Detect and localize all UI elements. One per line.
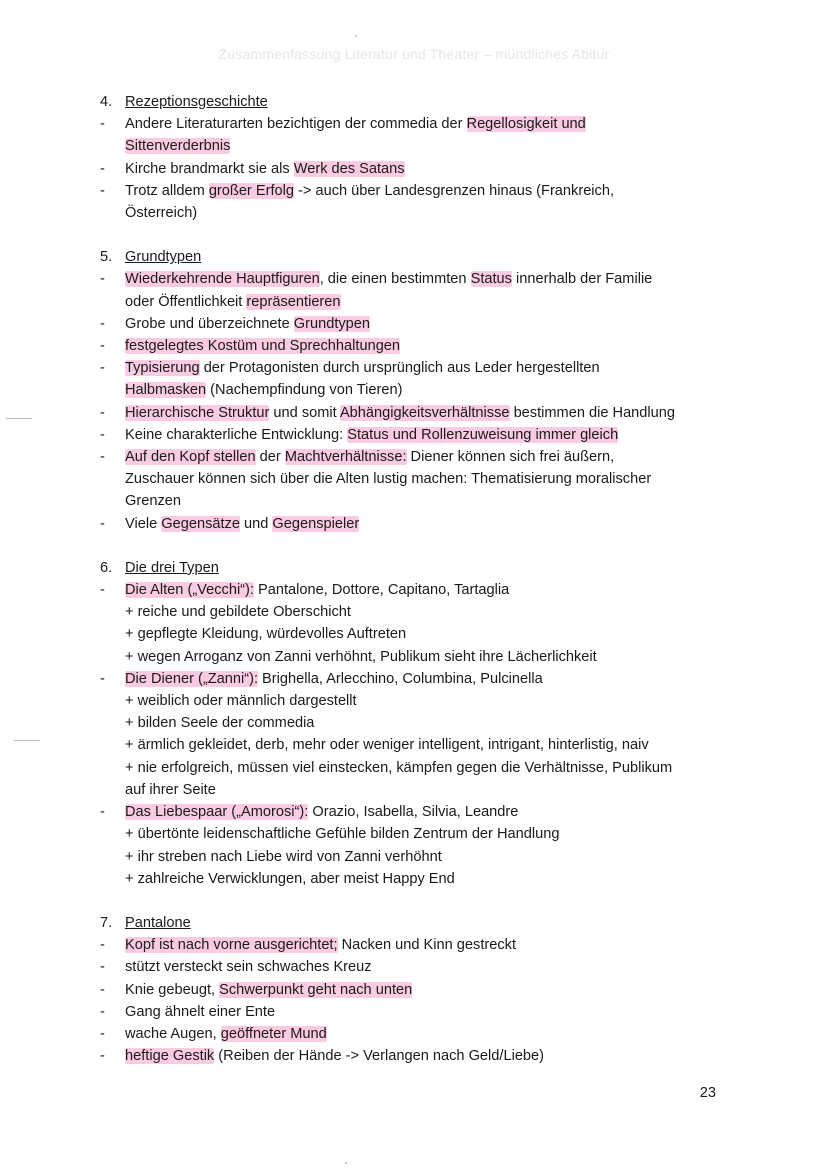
text-segment: (Reiben der Hände -> Verlangen nach Geld/Liebe) bbox=[214, 1048, 545, 1065]
bullet-dash: - bbox=[100, 959, 105, 976]
text-segment: + gepflegte Kleidung, würdevolles Auftreten bbox=[125, 626, 407, 643]
highlighted-text: heftige Gestik bbox=[125, 1048, 215, 1065]
bullet-line bbox=[90, 402, 750, 424]
bullet-dash: - bbox=[100, 426, 105, 443]
bullet-dash: - bbox=[100, 937, 105, 954]
highlighted-text: Status bbox=[470, 271, 512, 288]
bullet-dash: - bbox=[100, 160, 105, 177]
continuation-line bbox=[90, 712, 750, 734]
document-body bbox=[90, 91, 750, 1089]
text-segment: Kirche brandmarkt sie als bbox=[125, 160, 294, 177]
bullet-dash: - bbox=[100, 449, 105, 466]
margin-mark bbox=[14, 740, 40, 741]
text-segment: Keine charakterliche Entwicklung: bbox=[125, 426, 348, 443]
text-segment: + bilden Seele der commedia bbox=[125, 715, 315, 732]
highlighted-text: repräsentieren bbox=[246, 293, 341, 310]
text-segment: Andere Literaturarten bezichtigen der commedia der bbox=[125, 116, 467, 133]
bullet-line bbox=[90, 668, 750, 690]
bullet-line bbox=[90, 801, 750, 823]
highlighted-text: Das Liebespaar („Amorosi“): bbox=[125, 804, 309, 821]
continuation-line bbox=[90, 468, 750, 490]
highlighted-text: Status und Rollenzuweisung immer gleich bbox=[347, 426, 619, 443]
scan-speck bbox=[345, 1162, 347, 1164]
bullet-line bbox=[90, 1023, 750, 1045]
text-segment: Grenzen bbox=[125, 493, 181, 510]
continuation-line bbox=[90, 779, 750, 801]
highlighted-text: großer Erfolg bbox=[208, 182, 294, 199]
highlighted-text: Gegenspieler bbox=[272, 515, 360, 532]
continuation-line bbox=[90, 846, 750, 868]
highlighted-text: Grundtypen bbox=[293, 315, 371, 332]
continuation-line bbox=[90, 135, 750, 157]
continuation-line bbox=[90, 202, 750, 224]
bullet-line bbox=[90, 934, 750, 956]
highlighted-text: Die Diener („Zanni“): bbox=[125, 670, 258, 687]
bullet-dash: - bbox=[100, 182, 105, 199]
text-segment: Pantalone, Dottore, Capitano, Tartaglia bbox=[253, 582, 510, 599]
continuation-line bbox=[90, 757, 750, 779]
bullet-line bbox=[90, 1001, 750, 1023]
highlighted-text: Gegensätze bbox=[161, 515, 240, 532]
text-segment: -> auch über Landesgrenzen hinaus (Frankreich, bbox=[293, 182, 615, 199]
highlighted-text: geöffneter Mund bbox=[220, 1025, 327, 1042]
text-segment: Nacken und Kinn gestreckt bbox=[337, 937, 517, 954]
bullet-dash: - bbox=[100, 404, 105, 421]
section-4 bbox=[90, 912, 750, 1067]
bullet-line bbox=[90, 579, 750, 601]
text-segment: + übertönte leidenschaftliche Gefühle bilden Zentrum der Handlung bbox=[125, 826, 560, 843]
text-segment: Diener können sich frei äußern, bbox=[406, 449, 615, 466]
highlighted-text: Halbmasken bbox=[125, 382, 207, 399]
text-segment: der bbox=[255, 449, 285, 466]
text-segment: Brighella, Arlecchino, Columbina, Pulcinella bbox=[258, 670, 543, 687]
text-segment: Orazio, Isabella, Silvia, Leandre bbox=[308, 804, 519, 821]
text-segment: und bbox=[239, 515, 273, 532]
section-number: 4. bbox=[100, 94, 113, 110]
bullet-line bbox=[90, 180, 750, 202]
bullet-line bbox=[90, 158, 750, 180]
section-number: 5. bbox=[100, 249, 113, 266]
bullet-line bbox=[90, 979, 750, 1001]
highlighted-text: Hierarchische Struktur bbox=[125, 404, 270, 421]
text-segment: + weiblich oder männlich dargestellt bbox=[125, 693, 357, 710]
text-segment: + zahlreiche Verwicklungen, aber meist Happy End bbox=[125, 870, 455, 887]
bullet-dash: - bbox=[100, 515, 105, 532]
scan-speck bbox=[355, 35, 357, 37]
text-segment: (Nachempfindung von Tieren) bbox=[206, 382, 403, 399]
bullet-line bbox=[90, 313, 750, 335]
text-segment: innerhalb der Familie bbox=[511, 271, 653, 288]
section-title: Pantalone bbox=[125, 914, 191, 931]
bullet-dash: - bbox=[100, 1025, 105, 1042]
bullet-dash: - bbox=[100, 338, 105, 355]
text-segment: und somit bbox=[269, 404, 340, 421]
continuation-line bbox=[90, 868, 750, 890]
section-number: 6. bbox=[100, 559, 113, 576]
bullet-line bbox=[90, 424, 750, 446]
highlighted-text: Werk des Satans bbox=[293, 160, 405, 177]
bullet-dash: - bbox=[100, 116, 105, 133]
text-segment: Gang ähnelt einer Ente bbox=[125, 1003, 276, 1020]
bullet-line bbox=[90, 1045, 750, 1067]
continuation-line bbox=[90, 623, 750, 645]
continuation-line bbox=[90, 379, 750, 401]
highlighted-text: festgelegtes Kostüm und Sprechhaltungen bbox=[125, 338, 401, 355]
continuation-line bbox=[90, 601, 750, 623]
section-title: Die drei Typen bbox=[125, 559, 219, 576]
bullet-line bbox=[90, 513, 750, 535]
highlighted-text: Auf den Kopf stellen bbox=[125, 449, 256, 466]
bullet-line bbox=[90, 113, 750, 135]
page-header: Zusammenfassung Literatur und Theater – mündliches Abitur bbox=[218, 46, 610, 62]
text-segment: , die einen bestimmten bbox=[319, 271, 471, 288]
continuation-line bbox=[90, 690, 750, 712]
highlighted-text: Kopf ist nach vorne ausgerichtet; bbox=[125, 937, 338, 954]
highlighted-text: Machtverhältnisse: bbox=[284, 449, 407, 466]
section-title: Grundtypen bbox=[125, 249, 202, 266]
continuation-line bbox=[90, 291, 750, 313]
text-segment: wache Augen, bbox=[125, 1025, 221, 1042]
highlighted-text: Regellosigkeit und bbox=[466, 116, 586, 133]
section-heading bbox=[90, 557, 750, 579]
highlighted-text: Wiederkehrende Hauptfiguren bbox=[125, 271, 320, 288]
text-segment: Knie gebeugt, bbox=[125, 981, 220, 998]
text-segment: Grobe und überzeichnete bbox=[125, 315, 294, 332]
continuation-line bbox=[90, 823, 750, 845]
text-segment: Zuschauer können sich über die Alten lustig machen: Thematisierung moralischer bbox=[125, 471, 652, 488]
bullet-dash: - bbox=[100, 315, 105, 332]
continuation-line bbox=[90, 490, 750, 512]
bullet-dash: - bbox=[100, 670, 105, 687]
bullet-dash: - bbox=[100, 360, 105, 377]
highlighted-text: Sittenverderbnis bbox=[125, 138, 231, 155]
continuation-line bbox=[90, 734, 750, 756]
bullet-line bbox=[90, 446, 750, 468]
bullet-dash: - bbox=[100, 271, 105, 288]
text-segment: auf ihrer Seite bbox=[125, 781, 216, 798]
bullet-dash: - bbox=[100, 1048, 105, 1065]
text-segment: + ihr streben nach Liebe wird von Zanni verhöhnt bbox=[125, 848, 442, 865]
bullet-dash: - bbox=[100, 1003, 105, 1020]
text-segment: stützt versteckt sein schwaches Kreuz bbox=[125, 959, 372, 976]
bullet-line bbox=[90, 357, 750, 379]
bullet-dash: - bbox=[100, 804, 105, 821]
page-number: 23 bbox=[699, 1085, 716, 1101]
text-segment: Viele bbox=[125, 515, 162, 532]
highlighted-text: Die Alten („Vecchi“): bbox=[125, 582, 254, 599]
section-3 bbox=[90, 557, 750, 890]
text-segment: Trotz alldem bbox=[125, 182, 209, 199]
bullet-line bbox=[90, 268, 750, 290]
section-title: Rezeptionsgeschichte bbox=[125, 94, 268, 110]
highlighted-text: Typisierung bbox=[125, 360, 200, 377]
text-segment: + nie erfolgreich, müssen viel einstecken, kämpfen gegen die Verhältnisse, Publikum bbox=[125, 759, 673, 776]
bullet-line bbox=[90, 335, 750, 357]
section-heading bbox=[90, 912, 750, 934]
highlighted-text: Abhängigkeitsverhältnisse bbox=[339, 404, 510, 421]
section-heading bbox=[90, 246, 750, 268]
section-heading bbox=[90, 91, 750, 113]
text-segment: oder Öffentlichkeit bbox=[125, 293, 247, 310]
text-segment: bestimmen die Handlung bbox=[509, 404, 676, 421]
bullet-dash: - bbox=[100, 981, 105, 998]
section-number: 7. bbox=[100, 914, 113, 931]
text-segment: + ärmlich gekleidet, derb, mehr oder weniger intelligent, intrigant, hinterlistig, naiv bbox=[125, 737, 649, 754]
text-segment: Österreich) bbox=[125, 205, 198, 222]
margin-mark bbox=[6, 418, 32, 419]
text-segment: der Protagonisten durch ursprünglich aus Leder hergestellten bbox=[199, 360, 600, 377]
section-1 bbox=[90, 91, 750, 224]
continuation-line bbox=[90, 646, 750, 668]
bullet-line bbox=[90, 956, 750, 978]
highlighted-text: Schwerpunkt geht nach unten bbox=[219, 981, 413, 998]
text-segment: + reiche und gebildete Oberschicht bbox=[125, 604, 351, 621]
text-segment: + wegen Arroganz von Zanni verhöhnt, Publikum sieht ihre Lächerlichkeit bbox=[125, 648, 597, 665]
bullet-dash: - bbox=[100, 582, 105, 599]
section-2 bbox=[90, 246, 750, 535]
